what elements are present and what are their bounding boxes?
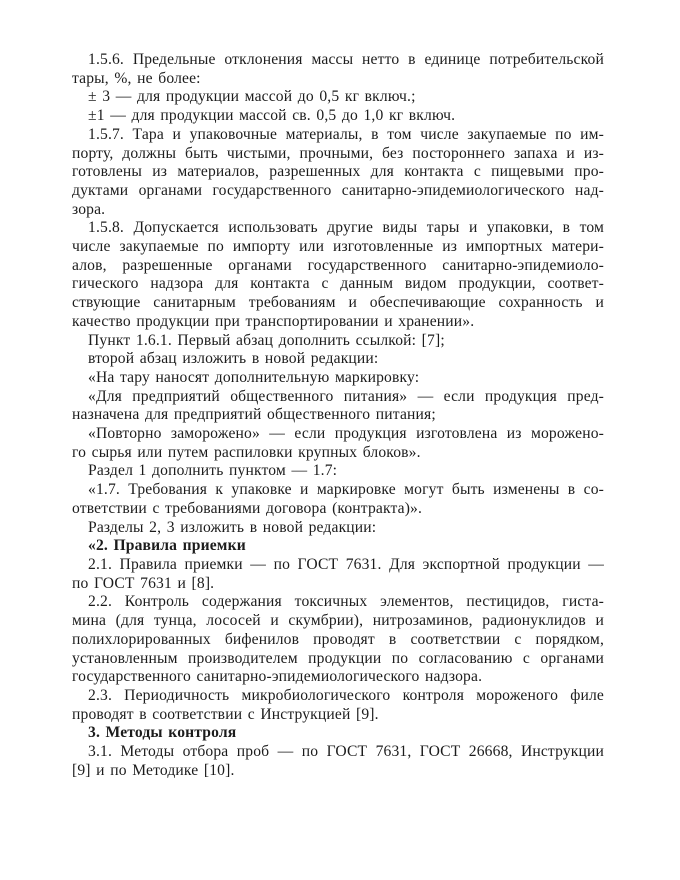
text-line: качество продукции при транспортировании и хранении».	[72, 312, 475, 330]
text-line: ствующие санитарным требованиям и обеспечивающие сохранность и	[72, 294, 604, 312]
paragraph	[72, 743, 604, 780]
text-line: «1.7. Требования к упаковке и маркировке могут быть изменены в со-	[88, 481, 604, 499]
section-heading	[72, 724, 604, 743]
text-line: [9] и по Методике [10].	[72, 761, 235, 779]
paragraph	[72, 369, 604, 388]
paragraph	[72, 126, 604, 220]
text-line: дуктами органами государственного санитарно-эпидемиологического над-	[72, 181, 604, 199]
text-line: готовлены из материалов, разрешенных для контакта с пищевыми про-	[72, 163, 604, 181]
paragraph	[72, 556, 604, 593]
paragraph	[72, 219, 604, 331]
section-heading	[72, 537, 604, 556]
paragraph	[72, 88, 604, 107]
text-line: 1.5.7. Тара и упаковочные материалы, в том числе закупаемые по им-	[88, 125, 604, 143]
text-line: «На тару наносят дополнительную маркировку:	[88, 368, 420, 386]
text-line: установленным производителем продукции по согласованию с органами	[72, 649, 604, 667]
text-line: зора.	[72, 200, 106, 218]
text-line: мина (для тунца, лососей и скумбрии), нитрозаминов, радионуклидов и	[72, 612, 604, 630]
paragraph	[72, 425, 604, 462]
paragraph	[72, 519, 604, 538]
text-line: 3. Методы контроля	[88, 724, 237, 742]
text-line: гического надзора для контакта с данным видом продукции, соответ-	[72, 275, 604, 293]
text-line: проводят в соответствии с Инструкцией [9].	[72, 705, 379, 723]
text-line: 3.1. Методы отбора проб — по ГОСТ 7631, ГОСТ 26668, Инструкции	[88, 743, 604, 761]
paragraph	[72, 462, 604, 481]
text-line: 2.1. Правила приемки — по ГОСТ 7631. Для экспортной продукции —	[88, 555, 604, 573]
text-line: 1.5.8. Допускается использовать другие виды тары и упаковки, в том	[88, 219, 604, 237]
text-line: Раздел 1 дополнить пунктом — 1.7:	[88, 462, 338, 480]
text-line: 1.5.6. Предельные отклонения массы нетто в единице потребительской	[88, 51, 604, 68]
paragraph	[72, 51, 604, 88]
text-line: второй абзац изложить в новой редакции:	[88, 350, 379, 368]
paragraph	[72, 332, 604, 351]
text-line: ±1 — для продукции массой св. 0,5 до 1,0 кг включ.	[88, 107, 456, 125]
text-line: по ГОСТ 7631 и [8].	[72, 574, 215, 592]
document-text	[72, 51, 604, 780]
text-line: ± 3 — для продукции массой до 0,5 кг включ.;	[88, 88, 416, 106]
text-line: государственного санитарно-эпидемиологического надзора.	[72, 668, 483, 686]
paragraph	[72, 388, 604, 425]
text-line: «Для предприятий общественного питания» — если продукция пред-	[88, 387, 604, 405]
text-line: числе закупаемые по импорту или изготовленные из импортных матери-	[72, 238, 604, 256]
paragraph	[72, 481, 604, 518]
text-line: алов, разрешенные органами государственного санитарно-эпидемиоло-	[72, 256, 604, 274]
text-line: полихлорированных бифенилов проводят в соответствии с порядком,	[72, 630, 604, 648]
paragraph	[72, 350, 604, 369]
text-line: Разделы 2, 3 изложить в новой редакции:	[88, 518, 377, 536]
text-line: «2. Правила приемки	[88, 537, 246, 555]
paragraph	[72, 593, 604, 687]
paragraph	[72, 107, 604, 126]
text-line: порту, должны быть чистыми, прочными, без постороннего запаха и из-	[72, 144, 604, 162]
text-line: ответствии с требованиями договора (контракта)».	[72, 499, 423, 517]
text-line: 2.2. Контроль содержания токсичных элементов, пестицидов, гиста-	[88, 593, 604, 611]
paragraph	[72, 687, 604, 724]
text-line: тары, %, не более:	[72, 69, 201, 87]
text-line: «Повторно заморожено» — если продукция изготовлена из морожено-	[88, 425, 604, 443]
text-line: го сырья или путем распиловки крупных блоков».	[72, 443, 421, 461]
text-line: 2.3. Периодичность микробиологического контроля мороженого филе	[88, 686, 604, 704]
text-line: Пункт 1.6.1. Первый абзац дополнить ссылкой: [7];	[88, 331, 445, 349]
text-line: назначена для предприятий общественного питания;	[72, 406, 436, 424]
